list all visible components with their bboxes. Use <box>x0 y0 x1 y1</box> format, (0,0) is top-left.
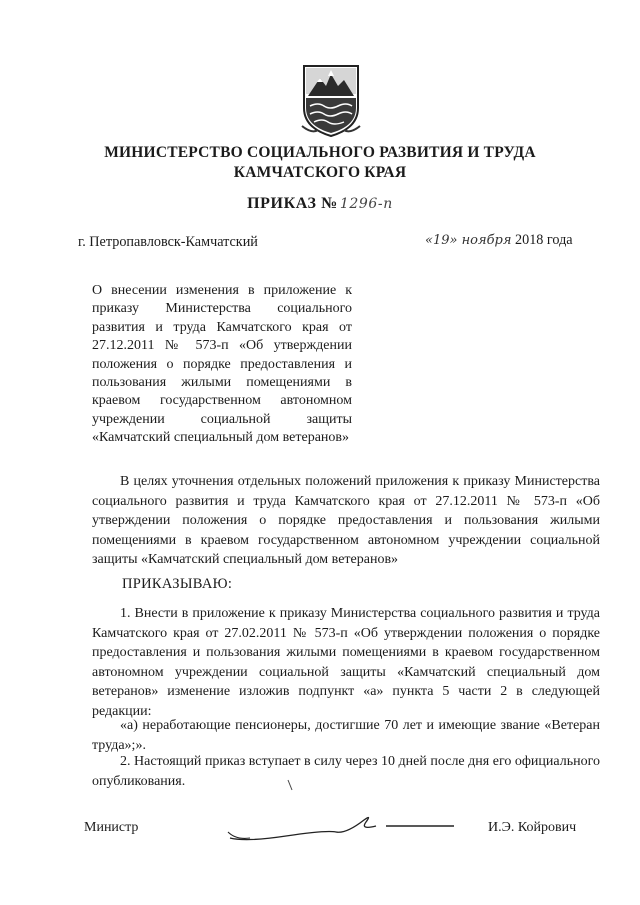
ministry-heading <box>0 143 640 183</box>
signer-name: И.Э. Койрович <box>488 820 577 835</box>
date-handwritten: «19» ноября <box>425 233 512 248</box>
order-item-1: 1. Внести в приложение к приказу Министерства социального развития и труда Камчатского края от 27.02.2011 № 573-п «Об утверждении положения о порядке предоставления и пользования жилыми помещениями в краевом государственном автономном учреждении социальной защиты «Камчатский специальный дом ветеранов» изменение изложив подпункт «а» пункта 5 части 2 в следующей редакции: <box>92 606 600 719</box>
order-title <box>0 195 640 213</box>
handwritten-signature <box>226 812 456 846</box>
order-word: ПРИКАЗЫВАЮ: <box>122 576 233 592</box>
signer-position: Министр <box>84 820 139 835</box>
kamchatka-coat-of-arms-icon <box>300 64 362 138</box>
date-year: 2018 года <box>515 232 573 248</box>
city: г. Петропавловск-Камчатский <box>78 234 258 250</box>
preamble: В целях уточнения отдельных положений приложения к приказу Министерства социального развития и труда Камчатского края от 27.12.2011 № 573-п «Об утверждении положения о порядке предоставления и пользования жилыми помещениями в краевом государственном автономном учреждении социальной защиты «Камчатский специальный дом ветеранов» <box>92 474 600 567</box>
order-number-handwritten: 1296-п <box>339 196 393 212</box>
order-date <box>425 232 573 249</box>
order-title-text: ПРИКАЗ № <box>247 195 338 212</box>
order-item-2: 2. Настоящий приказ вступает в силу через 10 дней после дня его официального опубликования. <box>92 754 600 789</box>
ministry-line-1: МИНИСТЕРСТВО СОЦИАЛЬНОГО РАЗВИТИЯ И ТРУДА <box>104 144 536 161</box>
order-subject: О внесении изменения в приложение к приказу Министерства социального развития и труда Камчатского края от 27.12.2011 № 573-п «Об утверждении положения о порядке предоставления и пользования жилыми помещениями в краевом государственном автономном учреждении социальной защиты «Камчатский специальный дом ветеранов» <box>92 283 352 446</box>
handwritten-mark <box>286 778 298 792</box>
ministry-line-2: КАМЧАТСКОГО КРАЯ <box>233 164 407 181</box>
order-item-1-subitem: «а) неработающие пенсионеры, достигшие 70 лет и имеющие звание «Ветеран труда»;». <box>92 718 600 753</box>
